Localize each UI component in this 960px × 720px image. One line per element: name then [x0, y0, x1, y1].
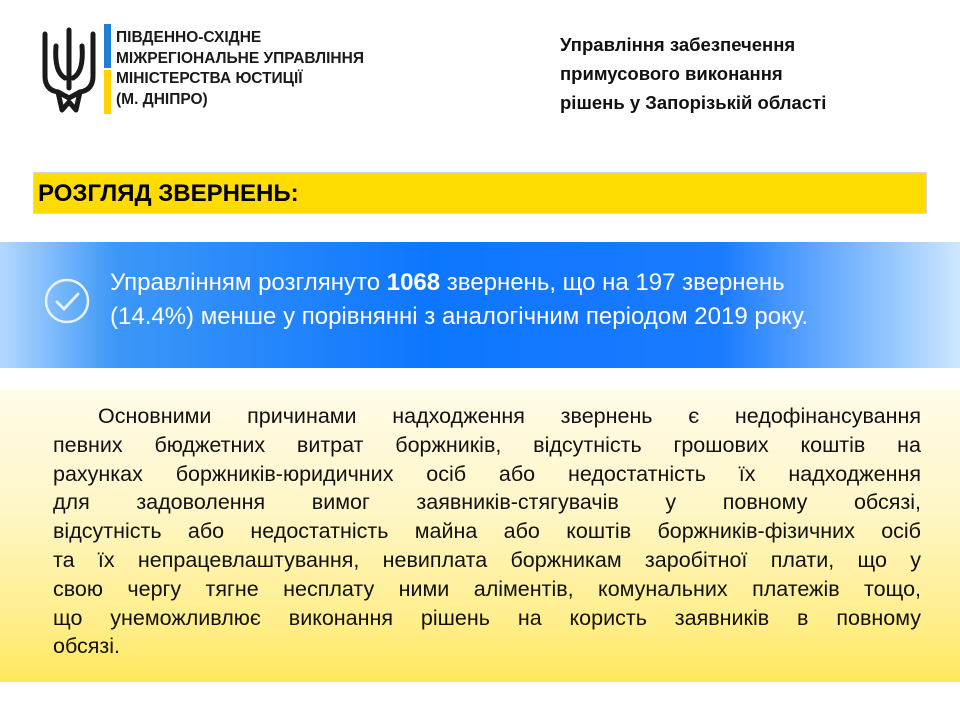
- reasons-line: Основними причинами надходження звернень є недофінансування: [98, 404, 921, 428]
- department-title-line: рішень у Запорізькій області: [560, 92, 827, 113]
- reasons-line: відсутність або недостатність майна або коштів боржників-фізичних осіб: [53, 519, 921, 544]
- org-name: [116, 28, 364, 110]
- reasons-line: рахунках боржників-юридичних осіб або недостатність їх надходження: [53, 461, 921, 486]
- department-title-line: Управління забезпечення: [560, 34, 796, 55]
- reasons-line: що унеможливлює виконання рішень на користь заявників в повному: [53, 605, 921, 630]
- department-title: [560, 30, 940, 117]
- flag-stripe-yellow: [104, 70, 111, 114]
- section-title: РОЗГЛЯД ЗВЕРНЕНЬ:: [33, 172, 927, 214]
- reasons-line: та їх непрацевлаштування, невиплата боржникам заробітної плати, що у: [53, 547, 921, 572]
- reasons-line: свою чергу тягне несплату ними аліментів, комунальних платежів тощо,: [53, 576, 921, 601]
- reasons-line: обсязі.: [53, 634, 121, 659]
- reasons-paragraph: [53, 402, 921, 661]
- flag-stripe-blue: [104, 24, 111, 68]
- reasons-line: для задоволення вимог заявників-стягувачів у повному обсязі,: [53, 490, 921, 515]
- summary-suffix: звернень, що на 197 звернень: [440, 269, 785, 296]
- check-circle-icon: [42, 276, 92, 326]
- summary-line-1: [110, 266, 930, 300]
- summary-line-2: (14.4%) менше у порівнянні з аналогічним періодом 2019 року.: [110, 303, 809, 330]
- summary-text: [110, 266, 930, 334]
- summary-prefix: Управлінням розглянуто: [110, 269, 387, 296]
- ministry-logo: [40, 22, 420, 122]
- trident-icon: [40, 26, 98, 114]
- org-name-line: МІНІСТЕРСТВА ЮСТИЦІЇ: [116, 70, 303, 87]
- reasons-line: певних бюджетних витрат боржників, відсутність грошових коштів на: [53, 432, 921, 457]
- org-name-line: МІЖРЕГІОНАЛЬНЕ УПРАВЛІННЯ: [116, 49, 364, 67]
- org-name-line: (М. ДНІПРО): [116, 90, 208, 108]
- appeals-count: 1068: [386, 269, 441, 296]
- org-name-line: ПІВДЕННО-СХІДНЕ: [116, 29, 262, 46]
- department-title-line: примусового виконання: [560, 63, 783, 84]
